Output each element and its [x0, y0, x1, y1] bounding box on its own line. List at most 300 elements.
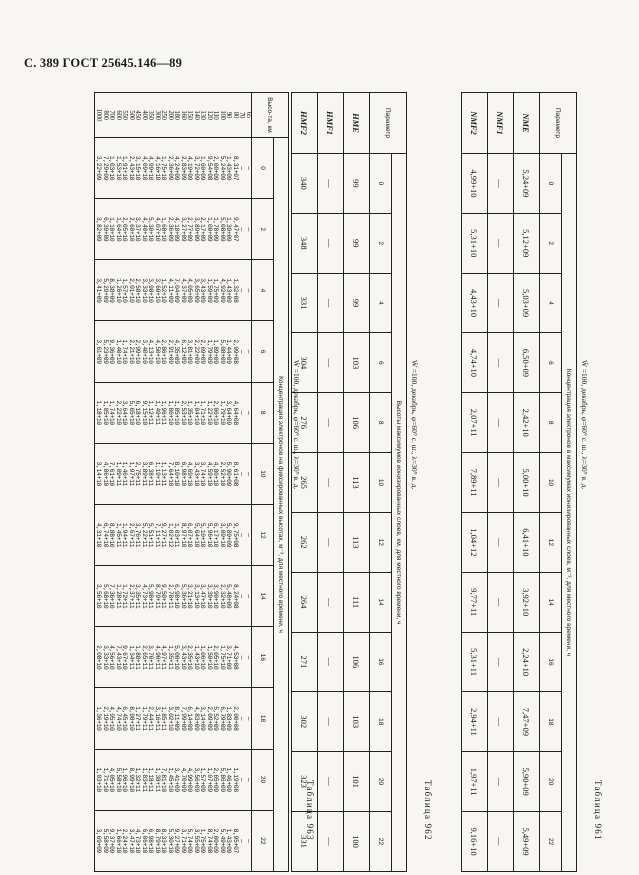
hour-header: 22 [370, 811, 392, 871]
hour-header: 4 [540, 273, 562, 333]
value-cell: — [245, 227, 252, 231]
value-cell: 5,31+10 [462, 213, 488, 273]
value-cell: — [238, 410, 246, 415]
value-cell: — [238, 533, 246, 537]
value-cell: 2,69+09 [199, 339, 207, 364]
value-cell: 9,16+10 [462, 812, 488, 872]
value-cell: 99 [344, 273, 370, 333]
param-header: Параметр [370, 93, 407, 154]
value-cell: — [238, 655, 246, 660]
height-value: 400 [141, 110, 148, 120]
value-cell: 3,72+09 [193, 155, 200, 181]
value-cell: 7,43+10 [115, 645, 122, 670]
value-cell: 1,22+10 [206, 400, 213, 425]
value-cell: 1,32+11 [134, 767, 142, 792]
value-cell: — [245, 349, 252, 354]
value-column [95, 321, 252, 382]
value-cell: 1,44+09 [225, 339, 233, 364]
value-cell: 4,56+10 [108, 645, 116, 670]
value-cell: 1,91+10 [121, 155, 129, 181]
value-cell: — [245, 472, 252, 476]
value-cell: 3,82+09 [95, 217, 103, 242]
value-cell: 4,73+11 [141, 583, 148, 609]
value-cell: 1,18+10 [95, 400, 103, 425]
value-cell: 7,61+10 [108, 461, 116, 487]
value-cell: 3,71+09 [180, 828, 187, 854]
value-cell: 6,14+09 [186, 706, 194, 731]
value-cell: 1,75+09 [212, 278, 220, 303]
value-cell: 8,98+10 [128, 706, 135, 731]
value-cell: 1,35+10 [186, 400, 194, 425]
value-cell: 4,35+09 [173, 339, 181, 364]
value-cell: 4,09+10 [141, 155, 148, 181]
hour-header: 2 [252, 199, 274, 260]
value-cell: 265 [292, 453, 318, 513]
value-cell: 1,49+11 [154, 400, 161, 425]
value-cell: 1,85+11 [160, 706, 168, 731]
hour-header: 10 [370, 453, 392, 513]
value-cell: 1,64+10 [115, 217, 122, 242]
value-cell: 5,48+09 [225, 583, 233, 609]
value-cell: 348 [292, 213, 318, 273]
value-cell: — [245, 594, 252, 598]
value-cell: 103 [344, 692, 370, 752]
value-cell: 1,71+10 [199, 400, 207, 425]
value-cell: 5,24+09 [514, 154, 540, 214]
value-cell: 3,70+11 [147, 645, 155, 670]
page-header: С. 389 ГОСТ 25645.146—89 [24, 56, 183, 70]
value-cell: 304 [292, 333, 318, 393]
value-cell: 1,05+10 [102, 400, 109, 425]
height-header: Высо-та, км [252, 93, 289, 138]
value-cell: 1,97+11 [128, 461, 135, 487]
value-cell: 3,09+10 [219, 522, 226, 548]
value-cell: 2,35+10 [186, 645, 194, 670]
value-cell: 5,74+09 [186, 828, 194, 854]
value-cell: 1,74+10 [121, 339, 129, 364]
value-cell: — [488, 213, 514, 273]
hour-header: 0 [540, 154, 562, 214]
value-cell: 2,44+11 [147, 706, 155, 731]
hour-header: 4 [252, 260, 274, 321]
value-cell: 5,52+09 [212, 706, 220, 731]
value-cell: 5,49+09 [219, 828, 226, 854]
hour-header: 12 [252, 504, 274, 565]
value-cell: 1,72+11 [121, 583, 129, 609]
value-cell: 1,03+10 [95, 767, 103, 792]
value-cell: 7,81+10 [160, 767, 168, 792]
value-cell: 99 [344, 213, 370, 273]
height-value: 140 [193, 110, 200, 120]
hour-header: 22 [540, 812, 562, 872]
value-cell: — [318, 811, 344, 871]
value-cell: 2,07+11 [462, 393, 488, 453]
value-cell: 1,75+09 [199, 828, 207, 854]
value-cell: 1,02+12 [167, 522, 174, 548]
value-cell: 2,09+09 [206, 706, 213, 731]
value-cell: 1,09+11 [115, 461, 122, 487]
value-cell: 3,21+10 [186, 583, 194, 609]
value-cell: 2,21+10 [128, 339, 135, 364]
value-cell: 8,31+07 [232, 155, 239, 181]
value-cell: 5,30+10 [167, 828, 174, 854]
hours-row [540, 93, 562, 872]
value-cell: 3,81+09 [186, 339, 194, 364]
value-cell: 8,95+07 [232, 828, 239, 854]
value-cell: 7,36+10 [108, 583, 116, 609]
value-cell: 1,71+10 [102, 767, 109, 792]
value-cell: 101 [344, 752, 370, 812]
value-cell: 4,53+08 [232, 645, 239, 670]
value-cell: 1,43+09 [225, 278, 233, 303]
value-cell: 2,58+10 [134, 278, 142, 303]
value-cell: 5,03+09 [514, 273, 540, 333]
height-value: 500 [128, 110, 135, 120]
value-cell: 331 [292, 273, 318, 333]
value-cell: 3,43+10 [193, 461, 200, 487]
value-cell: 5,24+09 [219, 155, 226, 181]
hour-header: 0 [252, 138, 274, 199]
value-cell: — [238, 777, 246, 782]
value-cell: 2,32+10 [219, 583, 226, 609]
value-cell: 1,79+10 [219, 400, 226, 425]
hour-header: 14 [370, 572, 392, 632]
table-963-label: Таблица 963 [305, 780, 315, 841]
height-value: 160 [180, 110, 187, 120]
value-cell: 4,83+09 [193, 706, 200, 731]
value-cell: 6,74+10 [102, 522, 109, 548]
table-963-subheader: Концентрация электронов на фиксированных высотах, м⁻³, для местного времени, ч [274, 138, 289, 872]
height-value: 1000 [95, 108, 103, 122]
value-cell: 2,00+09 [212, 155, 220, 181]
value-cell: 1,04+10 [193, 400, 200, 425]
value-cell: 8,88+10 [108, 522, 116, 548]
hour-header: 18 [252, 688, 274, 749]
table-row [462, 93, 488, 872]
value-cell: 106 [344, 632, 370, 692]
value-column [95, 138, 252, 199]
value-cell: 3,35+11 [134, 583, 142, 609]
table-963-caption: W̄ =100, декабрь, φ=60° с. ш., λ=30° в. д. [292, 360, 301, 490]
value-cell: 1,04+12 [462, 512, 488, 572]
value-cell: — [318, 154, 344, 214]
value-cell: 9,67+10 [121, 645, 129, 670]
value-cell: 9,54+08 [206, 155, 213, 181]
value-cell: 1,46+09 [225, 767, 233, 792]
value-cell: 3,02+10 [167, 706, 174, 731]
value-cell: 100 [344, 811, 370, 871]
value-cell: 113 [344, 512, 370, 572]
value-cell: 6,41+10 [514, 512, 540, 572]
value-cell: 1,94+11 [121, 522, 129, 548]
value-cell: 3,65+09 [193, 278, 200, 303]
value-cell: 1,50+10 [206, 645, 213, 670]
value-cell: 3,39+10 [206, 583, 213, 609]
value-cell: — [238, 716, 246, 721]
value-cell: 5,51+11 [147, 522, 155, 548]
value-cell: 5,90+09 [225, 461, 233, 487]
value-cell: 1,88+11 [134, 645, 142, 670]
value-cell: 5,00+10 [173, 645, 181, 670]
height-value: 180 [173, 110, 181, 120]
value-cell: — [318, 752, 344, 812]
value-cell: 5,65+10 [128, 400, 135, 425]
value-cell: 271 [292, 632, 318, 692]
value-cell: 4,92+09 [219, 278, 226, 303]
value-cell: — [488, 333, 514, 393]
param-header: Параметр [540, 93, 577, 154]
hour-header: 12 [370, 512, 392, 572]
value-cell: — [238, 349, 246, 354]
value-cell: 1,83+09 [225, 706, 233, 731]
value-cell: 6,79+09 [219, 706, 226, 731]
value-cell: 5,10+10 [199, 522, 207, 548]
value-cell: 5,30+10 [147, 217, 155, 242]
value-cell: 1,79+09 [206, 339, 213, 364]
value-cell: 2,43+10 [128, 155, 135, 181]
height-value: 120 [206, 110, 213, 120]
value-cell: 2,37+11 [128, 583, 135, 609]
value-cell: 1,45+11 [115, 522, 122, 548]
value-cell: 6,98+10 [173, 583, 181, 609]
value-cell: 323 [292, 752, 318, 812]
param-name: HMF1 [318, 93, 344, 154]
value-cell: 3,71+09 [225, 645, 233, 670]
param-name: NME [514, 93, 540, 154]
height-value: 100 [219, 110, 226, 120]
value-cell: 5,08+09 [219, 217, 226, 242]
value-cell: 8,79+11 [154, 583, 161, 609]
value-cell: 1,40+10 [115, 339, 122, 364]
value-cell: 3,33+10 [102, 645, 109, 670]
value-cell: 6,18+10 [134, 400, 142, 425]
value-column [95, 382, 252, 443]
value-cell: 3,64+09 [225, 400, 233, 425]
value-cell: 1,35+11 [167, 645, 174, 670]
height-value: 80 [232, 111, 239, 119]
height-value: 200 [167, 110, 174, 120]
value-cell: — [488, 632, 514, 692]
value-cell: 1,18+11 [147, 767, 155, 792]
value-cell: 1,19+08 [232, 767, 239, 792]
value-cell: 8,74+08 [206, 828, 213, 854]
value-cell: 7,64+10 [167, 461, 174, 487]
value-cell: 7,29+09 [102, 155, 109, 181]
value-cell: 1,96+10 [121, 767, 129, 792]
value-cell: 4,59+10 [206, 461, 213, 487]
value-cell: 3,89+09 [193, 217, 200, 242]
value-cell: 2,19+10 [102, 706, 109, 731]
value-cell: 5,36+10 [180, 583, 187, 609]
value-cell: 1,39+09 [225, 217, 233, 242]
value-cell: 1,46+11 [121, 461, 129, 487]
value-cell: 1,00+09 [206, 217, 213, 242]
value-cell: — [245, 655, 252, 660]
hour-header: 16 [252, 627, 274, 688]
value-cell: 4,69+10 [186, 461, 194, 487]
value-cell: 4,64+08 [232, 400, 239, 425]
value-column [95, 566, 252, 627]
height-value: 110 [212, 110, 220, 120]
table-961-subheader: Концентрация электронов в максимумах ионизированных слоев, м⁻³, для местного времени, ч [562, 154, 577, 872]
value-cell: 3,69+09 [95, 828, 103, 854]
value-cell: 1,28+11 [115, 583, 122, 609]
value-cell: — [245, 533, 252, 537]
value-cell: — [245, 166, 252, 170]
value-cell: 3,41+09 [173, 767, 181, 792]
value-cell: 106 [344, 393, 370, 453]
value-cell: 4,99+09 [186, 767, 194, 792]
value-cell: — [318, 453, 344, 513]
value-cell: 1,19+11 [154, 461, 161, 487]
value-cell: 9,75+08 [232, 522, 239, 548]
hours-row [252, 93, 274, 872]
value-cell: 2,83+09 [180, 155, 187, 181]
value-cell: 3,89+11 [141, 461, 148, 487]
value-cell: — [488, 393, 514, 453]
height-value: 600 [115, 110, 122, 120]
value-cell: 4,16+10 [154, 155, 161, 181]
value-cell: 4,05+10 [108, 767, 116, 792]
table-961-label: Таблица 961 [593, 780, 603, 841]
value-cell: 2,09+08 [232, 339, 239, 364]
value-cell: 8,38+09 [108, 278, 116, 303]
value-cell: 1,43+09 [225, 155, 233, 181]
hour-header: 14 [252, 566, 274, 627]
value-cell: — [488, 512, 514, 572]
value-cell: 2,22+10 [115, 400, 122, 425]
value-cell: 5,04+10 [193, 522, 200, 548]
value-cell: — [245, 288, 252, 293]
value-cell: 1,57+09 [199, 767, 207, 792]
value-cell: 2,42+10 [514, 393, 540, 453]
table-961 [461, 92, 577, 872]
value-cell: 5,22+11 [141, 522, 148, 548]
value-cell: 4,97+11 [160, 645, 168, 670]
value-cell: 4,43+10 [462, 273, 488, 333]
param-name: NMF2 [462, 93, 488, 154]
value-cell: 2,53+10 [180, 400, 187, 425]
value-cell: 4,70+09 [180, 767, 187, 792]
value-cell: — [488, 572, 514, 632]
hour-header: 18 [370, 692, 392, 752]
value-cell: 9,27+11 [160, 522, 168, 548]
hour-header: 22 [252, 810, 274, 871]
value-cell: 6,50+09 [514, 333, 540, 393]
hour-header: 6 [252, 321, 274, 382]
value-cell: 3,33+10 [141, 278, 148, 303]
hour-header: 2 [370, 213, 392, 273]
value-cell: 3,56+09 [193, 767, 200, 792]
value-cell: 2,24+10 [121, 828, 129, 854]
height-value: 150 [186, 110, 194, 120]
value-cell: — [318, 512, 344, 572]
value-cell: — [238, 227, 246, 231]
value-cell: 1,96+11 [160, 400, 168, 425]
height-value: 70 [238, 111, 246, 119]
height-value: 550 [121, 110, 129, 120]
value-cell: 1,86+10 [167, 400, 174, 425]
value-cell: — [318, 333, 344, 393]
value-cell: 2,52+10 [219, 461, 226, 487]
value-cell: 1,03+10 [108, 155, 116, 181]
value-cell: 3,43+09 [199, 278, 207, 303]
hour-header: 8 [252, 382, 274, 443]
param-name: HME [344, 93, 370, 154]
value-cell: 4,40+10 [141, 217, 148, 242]
value-cell: 9,47+07 [232, 217, 239, 242]
value-cell: 1,03+11 [173, 522, 181, 548]
value-cell: 4,37+09 [180, 278, 187, 303]
value-cell: 1,34+11 [128, 645, 135, 670]
value-cell: 3,37+10 [134, 217, 142, 242]
value-column [95, 443, 252, 504]
value-cell: — [488, 752, 514, 812]
table-row [318, 93, 344, 872]
value-cell: 3,64+10 [121, 400, 129, 425]
value-cell: 3,14+10 [95, 461, 103, 487]
hour-header: 6 [370, 333, 392, 393]
value-cell: 9,37+09 [108, 828, 116, 854]
value-cell: — [488, 154, 514, 214]
value-cell: 3,47+10 [128, 828, 135, 854]
value-cell: 8,10+10 [173, 461, 181, 487]
value-cell: 3,61+09 [95, 339, 103, 364]
value-cell: 3,60+10 [154, 278, 161, 303]
value-cell: 2,22+09 [193, 339, 200, 364]
value-cell: 1,74+10 [108, 400, 116, 425]
value-cell: 6,98+10 [180, 461, 187, 487]
hour-header: 18 [540, 692, 562, 752]
param-name: NMF1 [488, 93, 514, 154]
value-cell: 3,40+10 [141, 339, 148, 364]
value-cell: 1,57+10 [121, 278, 129, 303]
value-cell: 4,24+09 [173, 155, 181, 181]
value-cell: 1,66+10 [115, 828, 122, 854]
value-cell: 5,08+09 [219, 339, 226, 364]
value-cell: 4,19+09 [186, 155, 194, 181]
hour-header: 16 [540, 632, 562, 692]
value-cell: 6,39+09 [102, 217, 109, 242]
hour-header: 6 [540, 333, 562, 393]
height-value: 350 [147, 110, 155, 120]
value-cell: 4,13+10 [147, 339, 155, 364]
value-cell: 4,99+10 [147, 155, 155, 181]
value-cell: 4,73+10 [134, 828, 142, 854]
value-column [95, 688, 252, 749]
value-cell: 2,01+10 [128, 278, 135, 303]
value-cell: 8,11+09 [173, 706, 181, 731]
height-value: 700 [108, 110, 116, 120]
value-cell: 1,32+08 [232, 278, 239, 303]
value-cell: 5,58+10 [115, 767, 122, 792]
value-cell: 1,26+10 [115, 278, 122, 303]
value-cell: 7,99+09 [180, 706, 187, 731]
value-cell: 3,92+10 [514, 572, 540, 632]
table-962 [291, 92, 407, 872]
value-cell: 4,80+10 [212, 461, 220, 487]
height-value: 90 [225, 111, 233, 119]
value-cell: 302 [292, 692, 318, 752]
value-cell: 4,18+09 [173, 217, 181, 242]
value-cell: 5,23+09 [102, 339, 109, 364]
value-cell: 8,61+08 [232, 461, 239, 487]
value-cell: — [318, 692, 344, 752]
value-cell: 3,15+10 [134, 155, 142, 181]
table-row [514, 93, 540, 872]
value-cell: — [488, 692, 514, 752]
value-column [95, 199, 252, 260]
